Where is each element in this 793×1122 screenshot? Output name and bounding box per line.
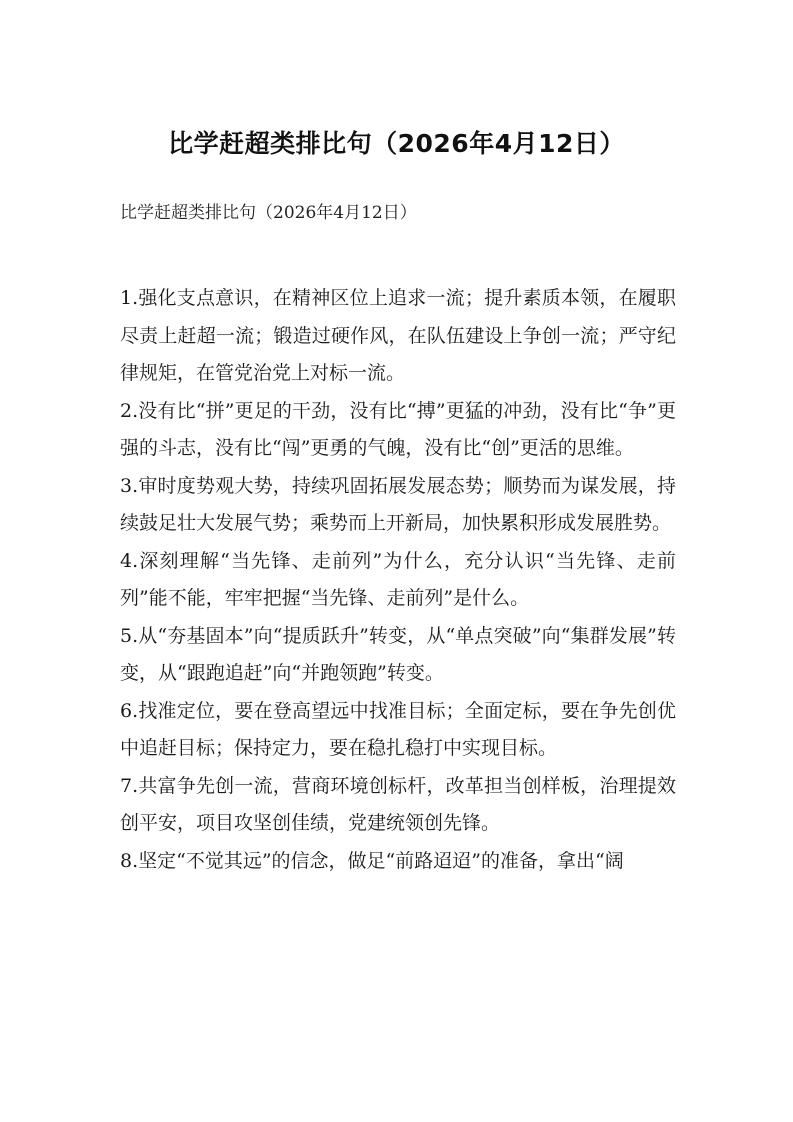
paragraph-1: 1.强化支点意识，在精神区位上追求一流；提升素质本领，在履职尽责上赶超一流；锻造过硬作风，在队伍建设上争创一流；严守纪律规矩，在管党治党上对标一流。 [120, 287, 676, 384]
document-body [120, 280, 676, 880]
paragraph-4: 4.深刻理解“当先锋、走前列”为什么，充分认识“当先锋、走前列”能不能，牢牢把握“当先锋、走前列”是什么。 [120, 549, 676, 609]
document-title: 比学赶超类排比句（2026年4月12日） [168, 129, 625, 158]
document-subtitle: 比学赶超类排比句（2026年4月12日） [120, 203, 417, 223]
paragraph-7: 7.共富争先创一流，营商环境创标杆，改革担当创样板，治理提效创平安，项目攻坚创佳绩，党建统领创先锋。 [120, 774, 676, 834]
paragraph-8: 8.坚定“不觉其远”的信念，做足“前路迢迢”的准备，拿出“阔 [120, 849, 624, 872]
paragraph-6: 6.找准定位，要在登高望远中找准目标；全面定标，要在争先创优中追赶目标；保持定力，要在稳扎稳打中实现目标。 [120, 699, 676, 759]
paragraph-3: 3.审时度势观大势，持续巩固拓展发展态势；顺势而为谋发展，持续鼓足壮大发展气势；乘势而上开新局，加快累积形成发展胜势。 [120, 474, 676, 534]
paragraph-5: 5.从“夯基固本”向“提质跃升”转变，从“单点突破”向“集群发展”转变，从“跟跑追赶”向“并跑领跑”转变。 [120, 624, 676, 684]
paragraph-2: 2.没有比“拼”更足的干劲，没有比“搏”更猛的冲劲，没有比“争”更强的斗志，没有比“闯”更勇的气魄，没有比“创”更活的思维。 [120, 399, 676, 459]
